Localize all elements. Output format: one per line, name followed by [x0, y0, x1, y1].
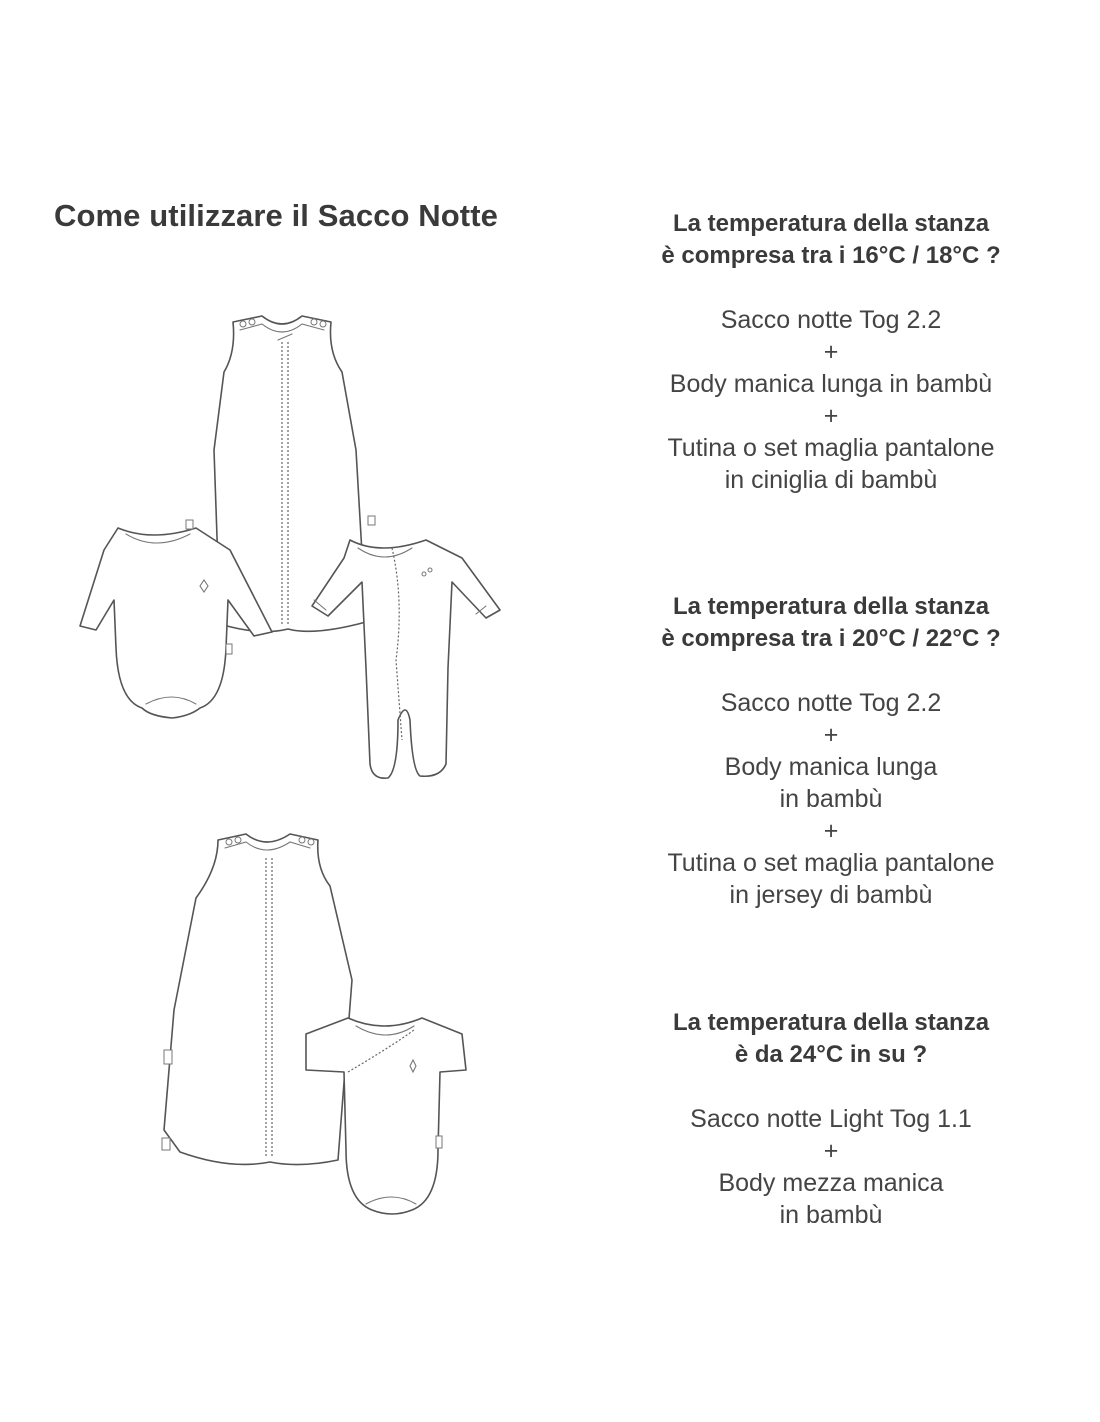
outfit-recommendation	[600, 1103, 1062, 1231]
recommendation-line: Body manica lunga in bambù	[724, 753, 938, 813]
plus-separator: +	[823, 721, 839, 749]
plus-separator: +	[823, 1137, 839, 1165]
recommendation-line: Sacco notte Tog 2.2	[720, 306, 942, 334]
recommendation-line: Sacco notte Light Tog 1.1	[690, 1105, 972, 1133]
plus-separator: +	[823, 817, 839, 845]
recommendation-line: Tutina o set maglia pantalone in ciniglia di bambù	[667, 434, 995, 494]
temperature-question: La temperatura della stanza è compresa tra i 20°C / 22°C ?	[661, 593, 1001, 652]
plus-separator: +	[823, 402, 839, 430]
temperature-block-1	[600, 208, 1062, 496]
temperature-block-2	[600, 591, 1062, 911]
recommendation-line: Body mezza manica in bambù	[718, 1169, 944, 1229]
recommendation-line: Body manica lunga in bambù	[669, 370, 993, 398]
outfit-recommendation	[600, 687, 1062, 911]
temperature-question: La temperatura della stanza è da 24°C in su ?	[672, 1009, 990, 1068]
recommendation-line: Tutina o set maglia pantalone in jersey di bambù	[667, 849, 995, 909]
outfit-recommendation	[600, 304, 1062, 496]
page-title: Come utilizzare il Sacco Notte	[54, 198, 498, 233]
temperature-block-3	[600, 1007, 1062, 1231]
sleeping-bag-illustration-2	[162, 834, 352, 1165]
temperature-question: La temperatura della stanza è compresa tra i 16°C / 18°C ?	[661, 210, 1001, 269]
plus-separator: +	[823, 338, 839, 366]
recommendation-line: Sacco notte Tog 2.2	[720, 689, 942, 717]
